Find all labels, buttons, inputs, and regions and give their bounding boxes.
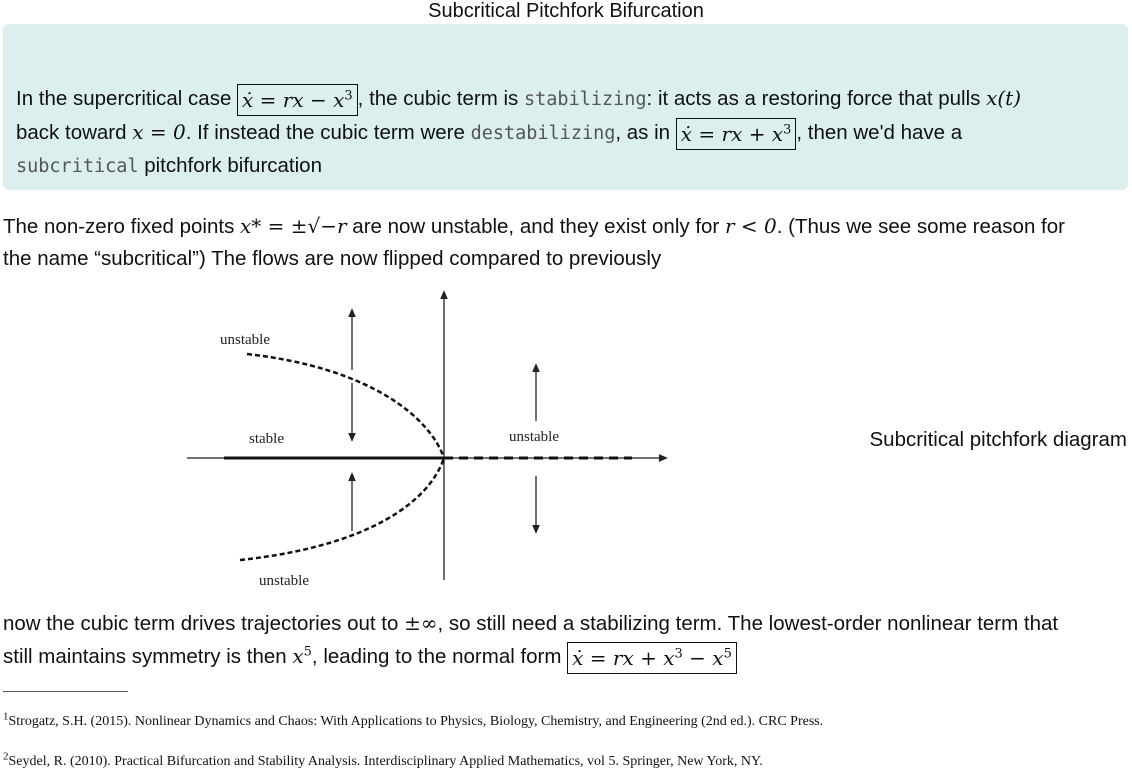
math-x-equals-0: x = 0 [132,120,186,144]
supercritical-equation [237,84,358,116]
label-unstable-bottom: unstable [259,573,309,588]
callout-text-7: , then we'd have a [796,121,963,144]
diagram-caption: Subcritical pitchfork diagram [869,428,1127,451]
subcritical-equation [676,118,797,150]
callout-text-3: : it acts as a restoring force that pulls [646,87,987,110]
math-r-less-0: r < 0 [724,214,777,238]
callout-text-8: pitchfork bifurcation [138,154,322,177]
footnote-1-text: Strogatz, S.H. (2015). Nonlinear Dynamics and Chaos: With Applications to Physics, Biology, Chemistry, and Engineering (2nd ed.). CRC Press. [8,714,824,729]
footnote-divider [3,691,128,692]
x5-exponent: 5 [303,644,312,660]
para2-text-3: still maintains symmetry is then [3,645,293,668]
callout-text-2: , the cubic term is [357,87,525,110]
footnote-1-number: 1 [3,710,9,723]
lower-unstable-branch [240,458,444,560]
fixed-points-paragraph [3,210,1126,275]
label-unstable-top: unstable [220,332,270,348]
footnote-2-text: Seydel, R. (2010). Practical Bifurcation and Stability Analysis. Interdisciplinary Applied Mathematics, vol 5. Springer, New York, NY. [8,754,763,769]
normal-form-paragraph [3,607,1126,674]
label-stable: stable [249,431,284,447]
eq3-exponent-1: 3 [674,645,683,661]
eq3-exponent-2: 5 [723,645,732,661]
footnote-1 [3,710,824,730]
code-stabilizing: stabilizing [524,89,647,110]
para2-text-4: , leading to the normal form [311,645,568,668]
math-plus-minus-infinity: ±∞ [404,611,438,635]
callout-line-3 [16,149,1116,184]
eq3-part-2: − x [682,645,724,670]
eq2-exponent: 3 [783,121,792,137]
callout-text-6: , as in [615,121,676,144]
x5-base: x [292,644,304,668]
eq1-exponent: 3 [344,87,353,103]
label-unstable-right: unstable [509,429,559,445]
eq2-body: ẋ = rx + x [680,121,784,146]
footnote-2 [3,750,763,770]
footnote-2-number: 2 [3,750,9,763]
callout-box [3,24,1128,190]
math-x-of-t: x(t) [986,86,1022,110]
para2-text-2: , so still need a stabilizing term. The lowest-order nonlinear term that [437,612,1059,635]
para2-text-1: now the cubic term drives trajectories out to [3,612,405,635]
callout-text [16,81,1116,184]
callout-text-1: In the supercritical case [16,87,238,110]
eq3-part-1: ẋ = rx + x [572,645,675,670]
normal-form-equation [567,642,737,674]
subcritical-pitchfork-diagram [182,288,672,588]
callout-line-2 [16,115,1116,151]
math-fixed-points: x* = ±√−r [240,214,347,238]
callout-text-5: . If instead the cubic term were [185,121,471,144]
para1-text-4: the name “subcritical”) The flows are now flipped compared to previously [3,247,662,270]
para1-text-3: . (Thus we see some reason for [776,215,1065,238]
para1-text-1: The non-zero fixed points [3,215,241,238]
math-x5 [292,644,312,668]
code-subcritical: subcritical [16,156,139,177]
code-destabilizing: destabilizing [470,123,616,144]
callout-text-4: back toward [16,121,133,144]
para1-text-2: are now unstable, and they exist only for [346,215,725,238]
page-title: Subcritical Pitchfork Bifurcation [428,0,704,22]
eq1-body: ẋ = rx − x [242,87,345,112]
